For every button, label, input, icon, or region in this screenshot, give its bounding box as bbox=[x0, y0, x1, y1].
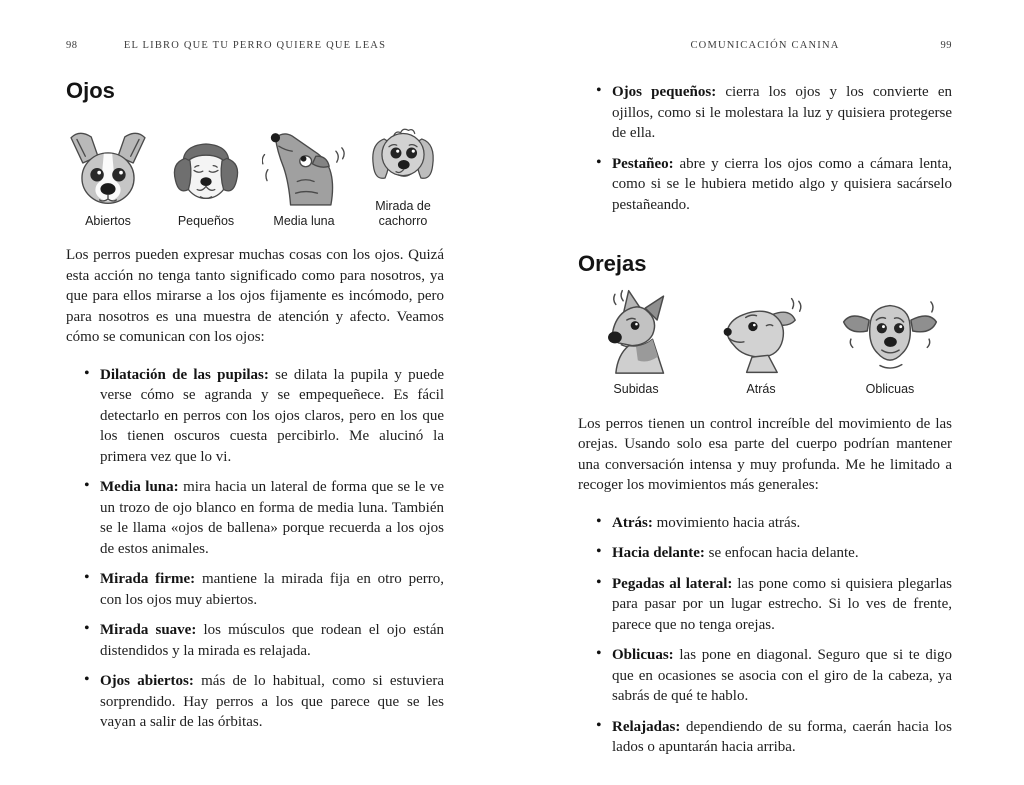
bullet-text: más de lo habitual, como si estuviera sorprendido. Hay perros a los que parece que se les vayan a salir de las órbitas. bbox=[100, 673, 445, 730]
figure-eyes-half-moon bbox=[262, 129, 346, 229]
figure-row-eyes bbox=[66, 114, 444, 228]
bullet-item bbox=[578, 645, 952, 707]
bullet-item bbox=[578, 513, 952, 534]
ears-bullet-list bbox=[578, 513, 952, 758]
eyes-bullet-list bbox=[66, 365, 444, 733]
running-header-right bbox=[578, 40, 952, 54]
bullet-item bbox=[66, 365, 444, 468]
bullet-term: Hacia delante: bbox=[612, 545, 705, 561]
eyes-intro-paragraph: Los perros pueden expresar muchas cosas con los ojos. Quizá esta acción no tenga tanto significado como para nosotros, ya que para ellos mirarse a los ojos fijamente es incómodo, pero para nosotros es una muestra de atención y afecto. Veamos cómo se comunican con los ojos: bbox=[66, 247, 444, 345]
page-right bbox=[578, 40, 952, 768]
dog-small-eyes-icon bbox=[166, 129, 246, 207]
bullet-item bbox=[66, 620, 444, 661]
dog-puppy-eyes-icon bbox=[364, 114, 442, 192]
page-left bbox=[66, 40, 444, 743]
running-head-right: COMUNICACIÓN CANINA bbox=[690, 40, 840, 51]
bullet-term: Pegadas al lateral: bbox=[612, 575, 733, 592]
ears-intro-paragraph: Los perros tienen un control increíble del movimiento de las orejas. Usando solo esa parte del cuerpo podrían mantener una conversación intensa y muy profunda. Me he limitado a recoger los movimientos más generales: bbox=[578, 415, 952, 493]
bullet-term: Relajadas: bbox=[612, 718, 681, 735]
bullet-text: se dilata la pupila y puede verse cómo se agranda y se empequeñece. Es fácil detectarlo en perros con los ojos claros, pero en los que los tienen oscuros cuesta percibirlo. Me alucinó la primera vez que lo vi. bbox=[100, 366, 445, 465]
figure-ears-up bbox=[590, 287, 682, 397]
bullet-item bbox=[578, 543, 952, 564]
figure-puppy-eyes bbox=[362, 114, 444, 228]
bullet-term: Mirada suave: bbox=[100, 622, 197, 638]
figure-ears-oblique bbox=[840, 287, 940, 397]
dog-open-eyes-icon bbox=[66, 129, 150, 207]
bullet-item bbox=[578, 154, 952, 216]
bullet-term: Ojos abiertos: bbox=[100, 673, 194, 689]
bullet-text: dependiendo de su forma, caerán hacia los lados o apuntarán hacia arriba. bbox=[612, 718, 952, 755]
eyes-bullet-list-continued bbox=[578, 82, 952, 215]
section-title-ojos: Ojos bbox=[66, 78, 115, 103]
figure-caption: Media luna bbox=[273, 213, 335, 228]
dog-ears-up-icon bbox=[590, 287, 682, 375]
bullet-item bbox=[66, 569, 444, 610]
bullet-text: mira hacia un lateral de forma que se le ve un trozo de ojo blanco en forma de media luna. También se le llama «ojos de ballena» porque recuerda a los ojos de estos animales. bbox=[100, 479, 444, 557]
bullet-term: Dilatación de las pupilas: bbox=[100, 366, 269, 383]
figure-caption: Subidas bbox=[613, 382, 659, 396]
bullet-text: las pone en diagonal. Seguro que si te digo que en ocasiones se asocia con el giro de la cabeza, ya sabrás de qué te hablo. bbox=[612, 647, 953, 704]
bullet-term: Atrás: bbox=[612, 514, 653, 531]
figure-caption: Atrás bbox=[746, 382, 776, 396]
figure-caption: Mirada de cachorro bbox=[375, 199, 431, 228]
bullet-term: Ojos pequeños: bbox=[612, 84, 717, 100]
bullet-term: Media luna: bbox=[100, 479, 179, 495]
bullet-item bbox=[578, 717, 952, 758]
bullet-item bbox=[66, 671, 444, 733]
page-number-right: 99 bbox=[940, 40, 952, 51]
bullet-text: cierra los ojos y los convierte en ojillos, como si le molestara la luz y quisiera protegerse de ella. bbox=[612, 84, 952, 141]
page-number-left: 98 bbox=[66, 40, 78, 51]
dog-half-moon-eye-icon bbox=[262, 129, 346, 207]
dog-ears-oblique-icon bbox=[840, 287, 940, 375]
bullet-text: los músculos que rodean el ojo están distendidos y la mirada es relajada. bbox=[100, 622, 444, 659]
bullet-item bbox=[578, 82, 952, 144]
running-head-left: EL LIBRO QUE TU PERRO QUIERE QUE LEAS bbox=[123, 40, 387, 51]
figure-caption: Oblicuas bbox=[865, 382, 915, 396]
bullet-text: movimiento hacia atrás. bbox=[656, 514, 801, 531]
bullet-text: mantiene la mirada fija en otro perro, con los ojos muy abiertos. bbox=[100, 571, 445, 608]
bullet-text: abre y cierra los ojos como a cámara lenta, como si se le hubiera metido algo y quisiera sacárselo pestañeando. bbox=[612, 155, 952, 213]
dog-ears-back-icon bbox=[716, 287, 806, 375]
figure-row-ears bbox=[578, 287, 952, 397]
bullet-text: las pone como si quisiera plegarlas para pasar por un lugar estrecho. Si lo ves de frente, parece que no tenga orejas. bbox=[612, 575, 953, 633]
figure-ears-back bbox=[716, 287, 806, 397]
running-header-left bbox=[66, 40, 444, 54]
bullet-term: Oblicuas: bbox=[612, 647, 674, 663]
bullet-term: Mirada firme: bbox=[100, 571, 196, 587]
bullet-text: se enfocan hacia delante. bbox=[708, 545, 859, 561]
bullet-item bbox=[578, 574, 952, 636]
figure-eyes-open bbox=[66, 129, 150, 229]
bullet-item bbox=[66, 477, 444, 559]
figure-caption: Abiertos bbox=[85, 213, 131, 228]
section-title-orejas: Orejas bbox=[578, 251, 647, 276]
figure-eyes-small bbox=[166, 129, 246, 229]
figure-caption: Pequeños bbox=[177, 213, 235, 228]
bullet-term: Pestañeo: bbox=[612, 155, 674, 172]
